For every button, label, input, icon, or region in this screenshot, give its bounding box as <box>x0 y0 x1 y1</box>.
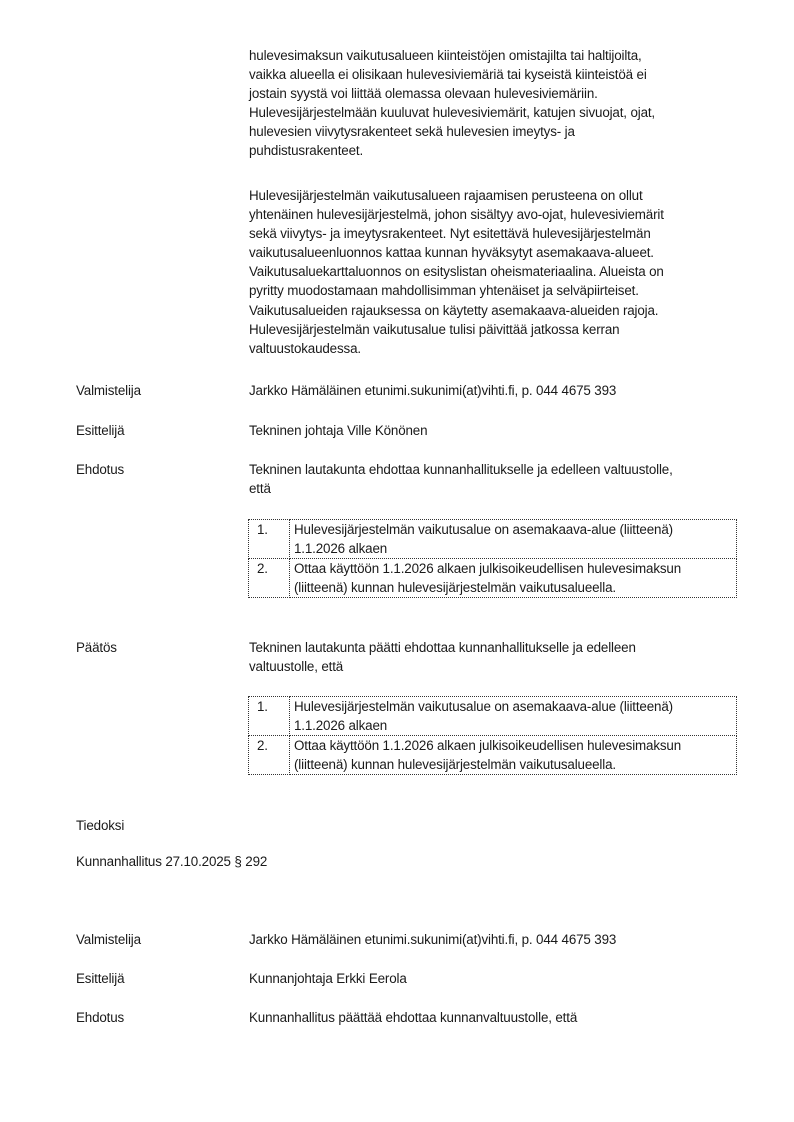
intro-paragraph-1 <box>249 46 739 161</box>
kunnanhallitus-heading: Kunnanhallitus 27.10.2025 § 292 <box>76 854 268 869</box>
paatos-item-number: 1. <box>249 697 290 736</box>
paatos-value: Tekninen lautakunta päätti ehdottaa kunnanhallitukselle ja edelleen valtuustolle, että <box>249 640 636 674</box>
tiedoksi-heading: Tiedoksi <box>76 818 125 833</box>
paatos-item-text: Ottaa käyttöön 1.1.2026 alkaen julkisoikeudellisen hulevesimaksun (liitteenä) kunnan hulevesijärjestelmän vaikutusalueella. <box>290 736 737 775</box>
valmistelija-value-2: Jarkko Hämäläinen etunimi.sukunimi(at)vihti.fi, p. 044 4675 393 <box>249 932 617 947</box>
ehdotus-item-text: Ottaa käyttöön 1.1.2026 alkaen julkisoikeudellisen hulevesimaksun (liitteenä) kunnan hulevesijärjestelmän vaikutusalueella. <box>290 559 737 598</box>
ehdotus-item-number: 1. <box>249 520 290 559</box>
esittelija-value-2: Kunnanjohtaja Erkki Eerola <box>249 971 407 986</box>
paatos-item-number: 2. <box>249 736 290 775</box>
paatos-list-item <box>249 736 737 775</box>
ehdotus-value-2: Kunnanhallitus päättää ehdottaa kunnanvaltuustolle, että <box>249 1010 578 1025</box>
ehdotus-value: Tekninen lautakunta ehdottaa kunnanhallitukselle ja edelleen valtuustolle, että <box>249 462 673 496</box>
ehdotus-label: Ehdotus <box>76 462 125 477</box>
paatos-item-text: Hulevesijärjestelmän vaikutusalue on asemakaava-alue (liitteenä) 1.1.2026 alkaen <box>290 697 737 736</box>
intro-paragraph-2-text: Hulevesijärjestelmän vaikutusalueen rajaamisen perusteena on ollut yhtenäinen hulevesijärjestelmä, johon sisältyy avo-ojat, hulevesiviemärit sekä viivytys- ja imeytysrakenteet. Nyt esitettävä hulevesijärjestelmän vaikutusalueenluonnos kattaa kunnan hyväksytyt asemakaava-alueet. Vaikutusaluekarttaluonnos on esityslistan oheismateriaalina. Alueista on pyritty muodostamaan mahdollisimman yhtenäiset ja selväpiirteiset. Vaikutusalueiden rajauksessa on käytetty asemakaava-alueiden rajoja. Hulevesijärjestelmän vaikutusalue tulisi päivittää jatkossa kerran valtuustokaudessa. <box>249 188 664 356</box>
ehdotus-item-number: 2. <box>249 559 290 598</box>
paatos-list-item <box>249 697 737 736</box>
valmistelija-value: Jarkko Hämäläinen etunimi.sukunimi(at)vihti.fi, p. 044 4675 393 <box>249 383 617 398</box>
intro-paragraph-2 <box>249 186 739 358</box>
intro-paragraph-1-text: hulevesimaksun vaikutusalueen kiinteistöjen omistajilta tai haltijoilta, vaikka alueella ei olisikaan hulevesiviemäriä tai kyseistä kiinteistöä ei jostain syystä voi liittää olemassa olevaan hulevesiviemäriin. Hulevesijärjestelmään kuuluvat hulevesiviemärit, katujen sivuojat, ojat, hulevesien viivytysrakenteet sekä hulevesien imeytys- ja puhdistusrakenteet. <box>249 48 656 159</box>
ehdotus-item-text: Hulevesijärjestelmän vaikutusalue on asemakaava-alue (liitteenä) 1.1.2026 alkaen <box>290 520 737 559</box>
esittelija-label-2: Esittelijä <box>76 971 125 986</box>
ehdotus-list <box>248 519 737 598</box>
valmistelija-label: Valmistelija <box>76 383 141 398</box>
ehdotus-list-item <box>249 520 737 559</box>
paatos-label: Päätös <box>76 640 117 655</box>
esittelija-label: Esittelijä <box>76 423 125 438</box>
valmistelija-label-2: Valmistelija <box>76 932 141 947</box>
ehdotus-label-2: Ehdotus <box>76 1010 125 1025</box>
ehdotus-list-item <box>249 559 737 598</box>
esittelija-value: Tekninen johtaja Ville Könönen <box>249 423 428 438</box>
paatos-list <box>248 696 737 775</box>
